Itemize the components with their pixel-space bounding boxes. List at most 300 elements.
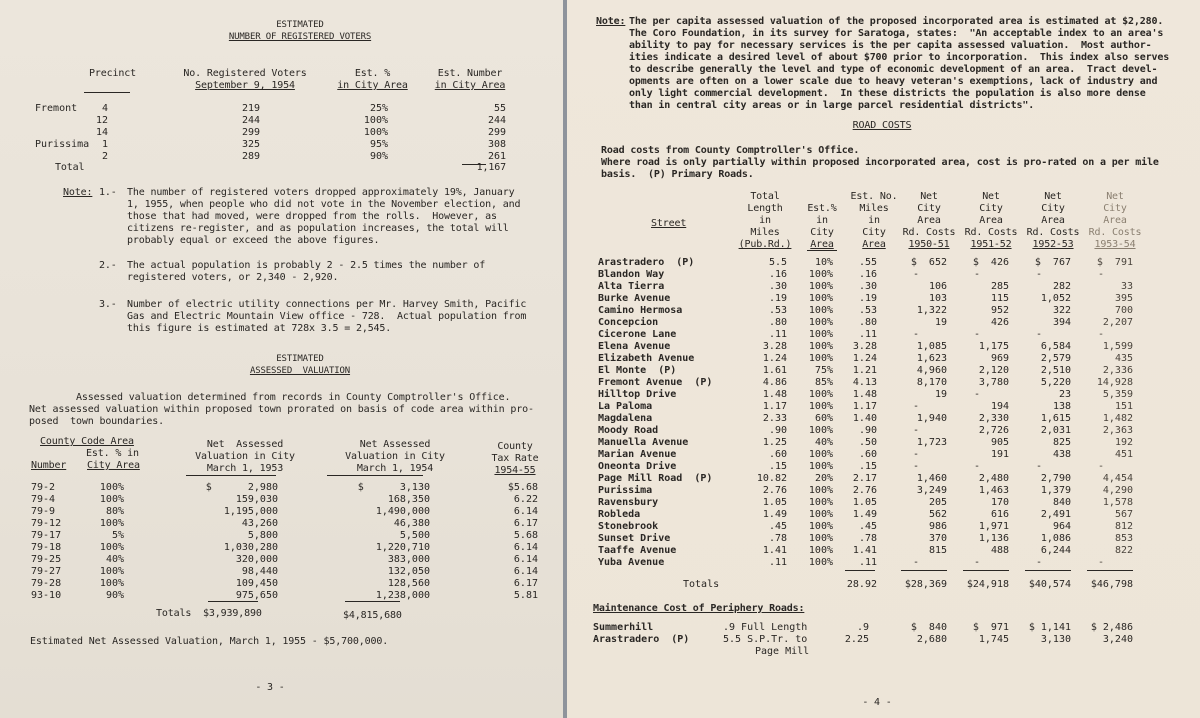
header-length-line: Length	[747, 203, 783, 214]
header-c1951-line: 1951-52	[970, 239, 1012, 250]
street-name: Yuba Avenue	[598, 557, 665, 568]
road-total-miles: 28.92	[846, 579, 877, 590]
header-c1950-line: Net	[920, 191, 938, 202]
precinct-number: 1	[101, 139, 108, 150]
street-name: Burke Avenue	[598, 293, 671, 304]
road-row	[567, 497, 1200, 509]
road-row	[567, 317, 1200, 329]
code-area-number: 93-10	[31, 590, 62, 601]
road-pct: 100%	[808, 497, 833, 508]
valuation-1953: 975,650	[235, 590, 278, 601]
road-c1953: 435	[1114, 353, 1133, 364]
header-c1951-line: Rd. Costs	[964, 227, 1018, 238]
maintenance-c1953: 3,240	[1102, 634, 1133, 645]
road-c1951: 2,480	[978, 473, 1009, 484]
road-row	[567, 377, 1200, 389]
road-pct: 40%	[814, 437, 833, 448]
valuation-1953: 98,440	[241, 566, 278, 577]
code-area-pct: 100%	[99, 482, 124, 493]
tax-rate: 6.22	[513, 494, 538, 505]
valuation-row	[0, 506, 563, 518]
tax-rate: $5.68	[507, 482, 538, 493]
road-c1951: 426	[990, 317, 1009, 328]
road-miles: .45	[858, 521, 877, 532]
road-c1952: 322	[1052, 305, 1071, 316]
road-c1951: 488	[990, 545, 1009, 556]
maintenance-row	[567, 634, 1200, 646]
street-name: Taaffe Avenue	[598, 545, 677, 556]
road-miles: 3.28	[852, 341, 877, 352]
valuation-1953: $ 2,980	[205, 482, 278, 493]
road-c1952: 438	[1052, 449, 1071, 460]
road-c1952: 1,615	[1040, 413, 1071, 424]
road-c1953: 2,363	[1102, 425, 1133, 436]
document-page-3	[0, 0, 563, 718]
header-val-pct-line1: Est. % in	[86, 448, 139, 459]
road-c1953: 5,359	[1102, 389, 1133, 400]
header-val-number: Number	[31, 460, 67, 471]
road-miles: 1.40	[852, 413, 877, 424]
road-1952-total-rule	[1025, 570, 1071, 571]
header-1954-line2: Valuation in City	[345, 451, 445, 462]
registered-voters: 299	[241, 127, 260, 138]
road-length: 1.48	[762, 389, 787, 400]
road-1950-total-rule	[901, 570, 947, 571]
street-name: Manuella Avenue	[598, 437, 689, 448]
road-row	[567, 269, 1200, 281]
road-c1952: -	[1035, 557, 1043, 568]
valuation-row	[0, 578, 563, 590]
valuation-row	[0, 554, 563, 566]
road-row	[567, 305, 1200, 317]
road-1951-total-rule	[963, 570, 1009, 571]
road-c1950: -	[912, 557, 920, 568]
valuation-row	[0, 542, 563, 554]
voters-total-value: 1,167	[476, 162, 506, 173]
road-pct: 60%	[814, 413, 833, 424]
est-number: 244	[487, 115, 506, 126]
maintenance-length-continued: Page Mill	[755, 646, 810, 657]
street-name: Page Mill Road (P)	[598, 473, 713, 484]
road-c1952: 840	[1052, 497, 1071, 508]
road-c1950: 103	[928, 293, 947, 304]
header-1954-rule	[327, 475, 423, 476]
header-1953-line2: Valuation in City	[195, 451, 295, 462]
road-c1952: 1,379	[1040, 485, 1071, 496]
header-c1953-line: Rd. Costs	[1088, 227, 1142, 238]
road-c1950: 1,085	[916, 341, 947, 352]
road-length: .15	[768, 461, 787, 472]
road-length: 1.25	[762, 437, 787, 448]
road-row	[567, 545, 1200, 557]
right-note-line: ities indicate a desired level of about $700 prior to incorporation. This index also serves	[629, 52, 1170, 63]
header-registered-line1: No. Registered Voters	[183, 68, 307, 79]
road-c1952: 2,790	[1040, 473, 1071, 484]
valuation-1953: 320,000	[235, 554, 278, 565]
valuation-1954: 46,380	[393, 518, 430, 529]
road-row	[567, 521, 1200, 533]
road-intro-line: basis. (P) Primary Roads.	[601, 169, 754, 180]
road-c1951: 969	[990, 353, 1009, 364]
precinct-number: 14	[95, 127, 108, 138]
note-line: Gas and Electric Mountain View office - 728. Actual population from	[127, 311, 527, 322]
code-area-number: 79-28	[31, 578, 62, 589]
header-c1950-line: City	[917, 203, 941, 214]
est-number: 55	[493, 103, 506, 114]
road-pct: 100%	[808, 269, 833, 280]
road-row	[567, 461, 1200, 473]
code-area-number: 79-25	[31, 554, 62, 565]
road-c1950: -	[912, 329, 920, 340]
note-line: citizens re-register, and as population increases, the total will	[127, 223, 509, 234]
road-pct: 85%	[814, 377, 833, 388]
note-line: Number of electric utility connections per Mr. Harvey Smith, Pacific	[127, 299, 527, 310]
note-line: this figure is estimated at 728x 3.5 = 2,545.	[127, 323, 392, 334]
right-note-line: The per capita assessed valuation of the proposed incorporated area is estimated at $2,280.	[629, 16, 1164, 27]
road-c1953: 395	[1114, 293, 1133, 304]
header-c1951-line: Net	[982, 191, 1000, 202]
valuation-total-1954: $4,815,680	[343, 610, 402, 621]
code-area-pct: 90%	[105, 590, 124, 601]
road-pct: 75%	[814, 365, 833, 376]
code-area-pct: 100%	[99, 494, 124, 505]
valuation-1954: 1,238,000	[375, 590, 430, 601]
road-miles: 1.21	[852, 365, 877, 376]
road-c1951: 952	[990, 305, 1009, 316]
street-name: Ravensbury	[598, 497, 659, 508]
road-miles: 1.17	[852, 401, 877, 412]
road-c1950: 19	[934, 317, 947, 328]
maintenance-miles: 2.25	[844, 634, 869, 645]
road-c1950: -	[912, 461, 920, 472]
est-pct: 25%	[369, 103, 388, 114]
road-miles: .19	[858, 293, 877, 304]
road-pct: 100%	[808, 509, 833, 520]
road-length: 1.24	[762, 353, 787, 364]
road-c1950: 19	[934, 389, 947, 400]
tax-rate: 5.81	[513, 590, 538, 601]
road-c1950: -	[912, 425, 920, 436]
maintenance-row	[567, 622, 1200, 634]
road-c1953: 822	[1114, 545, 1133, 556]
maintenance-length: .9 Full Length	[723, 622, 808, 633]
road-c1951: 170	[990, 497, 1009, 508]
street-name: Blandon Way	[598, 269, 665, 280]
road-c1950: 1,322	[916, 305, 947, 316]
note-line: those that had moved, were dropped from the rolls. However, as	[127, 211, 497, 222]
street-name: Concepcion	[598, 317, 659, 328]
road-pct: 20%	[814, 473, 833, 484]
road-miles: .53	[858, 305, 877, 316]
valuation-1953: 109,450	[235, 578, 278, 589]
header-code-area: County Code Area	[40, 436, 134, 447]
code-area-number: 79-17	[31, 530, 62, 541]
street-name: Elena Avenue	[598, 341, 671, 352]
road-c1951: 616	[990, 509, 1009, 520]
header-length-line: in	[759, 215, 771, 226]
valuation-1953: 43,260	[241, 518, 278, 529]
note-line: registered voters, or 2,340 - 2,920.	[127, 272, 339, 283]
road-row	[567, 473, 1200, 485]
road-row	[567, 281, 1200, 293]
road-costs-totals	[567, 579, 1200, 591]
street-name: Robleda	[598, 509, 641, 520]
road-c1951: 2,726	[978, 425, 1009, 436]
header-pct-line: in	[816, 215, 828, 226]
road-pct: 100%	[808, 461, 833, 472]
road-length: .90	[768, 425, 787, 436]
road-c1950: 8,170	[916, 377, 947, 388]
road-c1951: -	[973, 461, 981, 472]
road-length: .80	[768, 317, 787, 328]
valuation-1954: 132,050	[387, 566, 430, 577]
valuation-title-line1: ESTIMATED	[276, 354, 324, 364]
road-length: 1.49	[762, 509, 787, 520]
header-miles-line: City	[862, 227, 886, 238]
road-length: .11	[768, 329, 787, 340]
right-note-line: The Coro Foundation, in its survey for Saratoga, states: "An acceptable index to an area's	[629, 28, 1164, 39]
road-c1951: 905	[990, 437, 1009, 448]
road-c1952: 2,510	[1040, 365, 1071, 376]
valuation-row	[0, 566, 563, 578]
road-miles: .60	[858, 449, 877, 460]
tax-rate: 6.17	[513, 578, 538, 589]
road-c1953: 14,928	[1096, 377, 1133, 388]
header-registered-line2: September 9, 1954	[195, 80, 295, 91]
road-length: 4.86	[762, 377, 787, 388]
road-c1952: 2,031	[1040, 425, 1071, 436]
road-c1950: -	[912, 449, 920, 460]
precinct-number: 12	[95, 115, 108, 126]
road-miles: .11	[858, 329, 877, 340]
road-miles: 1.41	[852, 545, 877, 556]
road-c1950: -	[912, 401, 920, 412]
road-c1952: -	[1035, 329, 1043, 340]
road-costs-title: ROAD COSTS	[852, 120, 912, 131]
street-name: Moody Road	[598, 425, 659, 436]
valuation-total-1953: $3,939,890	[203, 608, 262, 619]
valuation-1953: 159,030	[235, 494, 278, 505]
road-c1952: 1,086	[1040, 533, 1071, 544]
road-length: .16	[768, 269, 787, 280]
maintenance-c1951: 1,745	[978, 634, 1009, 645]
valuation-row	[0, 590, 563, 602]
code-area-pct: 40%	[105, 554, 124, 565]
road-pct: 100%	[808, 521, 833, 532]
road-c1953: 1,599	[1102, 341, 1133, 352]
header-tax-line2: Tax Rate	[491, 453, 539, 464]
road-costs-table	[567, 257, 1200, 569]
header-pct-line2: in City Area	[337, 80, 408, 91]
valuation-row	[0, 518, 563, 530]
road-length: .53	[768, 305, 787, 316]
road-totals-row	[567, 579, 1200, 591]
right-note-line: to describe generally the level and type of economic development of an area. Tract devel-	[629, 64, 1158, 75]
note-line: probably equal or exceed the above figures.	[127, 235, 380, 246]
road-c1953: 192	[1114, 437, 1133, 448]
road-miles: .30	[858, 281, 877, 292]
valuation-1954: 128,560	[387, 578, 430, 589]
road-c1951: -	[973, 269, 981, 280]
valuation-1954: 1,490,000	[375, 506, 430, 517]
road-c1953: 33	[1120, 281, 1133, 292]
tax-rate: 5.68	[513, 530, 538, 541]
road-c1952: 138	[1052, 401, 1071, 412]
notes-label: Note:	[63, 187, 93, 198]
road-c1951: $ 426	[972, 257, 1009, 268]
est-number: 299	[487, 127, 506, 138]
road-c1950: 106	[928, 281, 947, 292]
road-miles: 1.24	[852, 353, 877, 364]
precinct-number: 2	[101, 151, 108, 162]
road-miles: .78	[858, 533, 877, 544]
street-name: Hilltop Drive	[598, 389, 677, 400]
voters-row	[0, 115, 563, 127]
road-c1953: 1,482	[1102, 413, 1133, 424]
est-pct: 90%	[369, 151, 388, 162]
maintenance-street: Arastradero (P)	[593, 634, 690, 645]
road-pct: 100%	[808, 281, 833, 292]
street-name: Magdalena	[598, 413, 653, 424]
valuation-intro-line: Net assessed valuation within proposed town prorated on basis of code area within pro-	[29, 404, 534, 415]
registered-voters: 325	[241, 139, 260, 150]
maintenance-table	[567, 622, 1200, 658]
note-line: The number of registered voters dropped approximately 19%, January	[127, 187, 515, 198]
road-pct: 10%	[814, 257, 833, 268]
road-c1951: 3,780	[978, 377, 1009, 388]
valuation-1953: 1,195,000	[223, 506, 278, 517]
code-area-pct: 5%	[111, 530, 124, 541]
road-length: .60	[768, 449, 787, 460]
road-miles: 2.17	[852, 473, 877, 484]
road-c1953: 151	[1114, 401, 1133, 412]
header-1953-line1: Net Assessed	[206, 439, 284, 450]
road-c1951: 1,971	[978, 521, 1009, 532]
road-c1952: 6,244	[1040, 545, 1071, 556]
road-c1950: 562	[928, 509, 947, 520]
road-miles: .16	[858, 269, 877, 280]
road-row	[567, 533, 1200, 545]
street-name: Fremont Avenue (P)	[598, 377, 713, 388]
road-c1952: 282	[1052, 281, 1071, 292]
road-c1953: 1,578	[1102, 497, 1133, 508]
maintenance-miles: .9	[856, 622, 869, 633]
road-c1953: -	[1097, 461, 1105, 472]
header-1953-line3: March 1, 1953	[206, 463, 284, 474]
valuation-1953: 5,800	[247, 530, 278, 541]
road-c1952: -	[1035, 269, 1043, 280]
road-row	[567, 257, 1200, 269]
code-area-number: 79-9	[31, 506, 56, 517]
header-pct-line: Area	[810, 239, 834, 250]
road-row	[567, 353, 1200, 365]
road-miles: .15	[858, 461, 877, 472]
header-precinct-rule	[84, 92, 130, 93]
est-number: 308	[487, 139, 506, 150]
road-c1951: -	[973, 329, 981, 340]
road-miles: .11	[858, 557, 877, 568]
road-length: .19	[768, 293, 787, 304]
road-length: 1.17	[762, 401, 787, 412]
maintenance-c1950: $ 840	[910, 622, 947, 633]
road-length: 2.33	[762, 413, 787, 424]
road-pct: 100%	[808, 401, 833, 412]
header-street: Street	[651, 218, 687, 229]
road-c1951: 194	[990, 401, 1009, 412]
road-c1952: 1,052	[1040, 293, 1071, 304]
street-name: Cicerone Lane	[598, 329, 677, 340]
header-c1950-line: Rd. Costs	[902, 227, 956, 238]
road-c1951: 1,136	[978, 533, 1009, 544]
road-total-c1951: $24,918	[966, 579, 1009, 590]
street-name: Alta Tierra	[598, 281, 665, 292]
road-c1950: 1,460	[916, 473, 947, 484]
road-length: 1.41	[762, 545, 787, 556]
road-c1953: -	[1097, 329, 1105, 340]
valuation-1954-total-rule	[345, 601, 400, 602]
voters-row	[0, 103, 563, 115]
road-c1951: -	[973, 389, 981, 400]
road-miles: 1.49	[852, 509, 877, 520]
valuation-1953-total-rule	[208, 601, 258, 602]
road-pct: 100%	[808, 293, 833, 304]
road-c1953: 451	[1114, 449, 1133, 460]
road-length: 10.82	[756, 473, 787, 484]
header-c1953-line: 1953-54	[1094, 239, 1136, 250]
road-c1950: 1,940	[916, 413, 947, 424]
road-row	[567, 425, 1200, 437]
valuation-row	[0, 482, 563, 494]
road-total-c1953: $46,798	[1090, 579, 1133, 590]
maintenance-row-continued	[567, 646, 1200, 658]
road-c1953: -	[1097, 269, 1105, 280]
note-number: 1.-	[99, 187, 117, 198]
road-c1953: $ 791	[1096, 257, 1133, 268]
page-number-4: - 4 -	[862, 697, 892, 708]
valuation-table	[0, 482, 563, 602]
maintenance-c1951: $ 971	[972, 622, 1009, 633]
road-c1952: 825	[1052, 437, 1071, 448]
precinct-number: 4	[101, 103, 108, 114]
road-row	[567, 341, 1200, 353]
road-pct: 100%	[808, 449, 833, 460]
valuation-estimate-line: Estimated Net Assessed Valuation, March 1, 1955 - $5,700,000.	[30, 636, 389, 647]
est-pct: 100%	[363, 127, 388, 138]
registered-voters: 219	[241, 103, 260, 114]
valuation-1954: $ 3,130	[357, 482, 430, 493]
road-row	[567, 449, 1200, 461]
voters-table	[0, 103, 563, 163]
code-area-pct: 100%	[99, 518, 124, 529]
code-area-pct: 100%	[99, 542, 124, 553]
right-note-line: only light commercial development. In these districts the population is also more dense	[629, 88, 1146, 99]
valuation-title-line2: ASSESSED VALUATION	[249, 366, 351, 376]
tax-rate: 6.14	[513, 566, 538, 577]
road-intro-line: Where road is only partially within proposed incorporated area, cost is pro-rated on a per mile	[601, 157, 1159, 168]
road-c1952: 6,584	[1040, 341, 1071, 352]
code-area-pct: 100%	[99, 566, 124, 577]
road-c1953: -	[1097, 557, 1105, 568]
road-row	[567, 437, 1200, 449]
road-c1950: 4,960	[916, 365, 947, 376]
road-row	[567, 401, 1200, 413]
maintenance-street: Summerhill	[593, 622, 654, 633]
road-length: 3.28	[762, 341, 787, 352]
street-name: Sunset Drive	[598, 533, 671, 544]
valuation-totals-label: Totals	[156, 608, 192, 619]
code-area-number: 79-18	[31, 542, 62, 553]
road-c1951: 285	[990, 281, 1009, 292]
